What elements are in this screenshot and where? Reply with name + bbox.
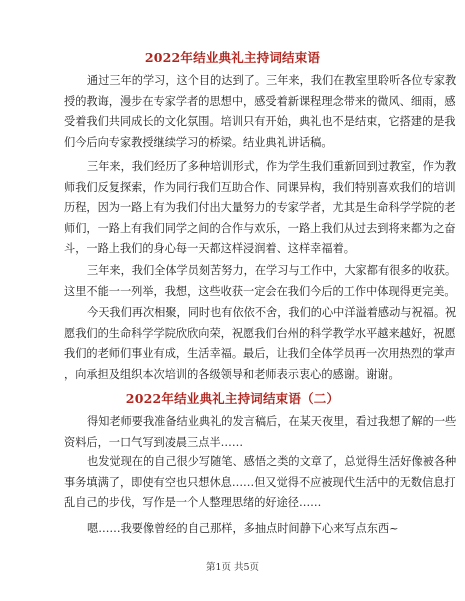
section-title: 2022年结业典礼主持词结束语（二） xyxy=(125,391,340,406)
paragraph-line: 嗯……我要像曾经的自己那样，多抽点时间静下心来写点东西~ xyxy=(87,522,399,535)
paragraph-line: 三年来，我们全体学员刻苦努力，在学习与工作中，大家都有很多的收获。 xyxy=(87,264,457,277)
paragraph-line: 授的教诲，漫步在专家学者的思想中，感受着新课程理念带来的微风、细雨，感 xyxy=(64,94,456,108)
paragraph-line: ，向承担及组织本次培训的各级领导和老师表示衷心的感谢。谢谢。 xyxy=(64,367,400,381)
document-title: 2022年结业典礼主持词结束语 xyxy=(144,50,321,65)
paragraph-3 xyxy=(64,261,457,302)
paragraph-line: 愿我们的生命科学学院欣欣向荣，祝愿我们台州的科学教学水平越来越好，祝愿 xyxy=(64,326,456,340)
paragraph-line: 受着我们共同成长的文化氛围。培训只有开始，典礼也不是结束，它搭建的是我 xyxy=(64,115,456,128)
paragraph-line: 三年来，我们经历了多种培训形式，作为学生我们重新回到过教室，作为教 xyxy=(87,160,457,173)
paragraph-line: 们今后向专家教授继续学习的桥梁。结业典礼讲话稿。 xyxy=(64,135,333,149)
paragraph-line: 斗，一路上我们的身心每一天都这样浸润着、这样幸福着。 xyxy=(64,242,355,255)
paragraph-line: 这里不能一一列举，我想，这些收获一定会在我们今后的工作中体现得更完美。 xyxy=(64,284,456,298)
paragraph-1 xyxy=(64,71,457,153)
paragraph-line: 今天我们再次相聚，同时也有依依不舍，我们的心中洋溢着感动与祝福。祝 xyxy=(87,306,457,319)
paragraph-line: 师们，一路上有我们同学之间的合作与欢乐，一路上我们从过去到将来都为之奋 xyxy=(64,221,456,235)
paragraph-4 xyxy=(64,303,457,385)
page-number: 第1页 共5页 xyxy=(205,562,260,573)
paragraph-line: 也发觉现在的自己很少写随笔、感悟之类的文章了，总觉得生活好像被各种 xyxy=(87,455,457,468)
paragraph-line: 师我们反复探索，作为同行我们互助合作、同课异构，我们特别喜欢我们的培训 xyxy=(64,180,456,194)
paragraph-7 xyxy=(64,519,418,540)
paragraph-line: 乱自己的步伐，写作是一个人整理思绪的好途径…… xyxy=(64,496,322,509)
paragraph-2 xyxy=(64,157,457,260)
paragraph-6 xyxy=(64,452,457,514)
paragraph-line: 通过三年的学习，这个目的达到了。三年来，我们在教室里聆听各位专家教 xyxy=(87,74,457,87)
paragraph-line: 得知老师要我准备结业典礼的发言稿后，在某天夜里，看过我想了解的一些 xyxy=(87,415,457,428)
paragraph-line: 资料后，一口气写到凌晨三点半…… xyxy=(64,435,244,449)
paragraph-line: 我们的老师们事业有成，生活幸福。最后，让我们全体学员再一次用热烈的掌声 xyxy=(64,347,456,360)
paragraph-line: 事务填满了，即使有空也只想休息……但又觉得不应被现代生活中的无数信息打 xyxy=(64,475,456,489)
paragraph-5 xyxy=(64,412,457,453)
paragraph-line: 历程，因为一路上有为我们付出大量努力的专家学者，尤其是生命科学学院的老 xyxy=(64,201,456,214)
